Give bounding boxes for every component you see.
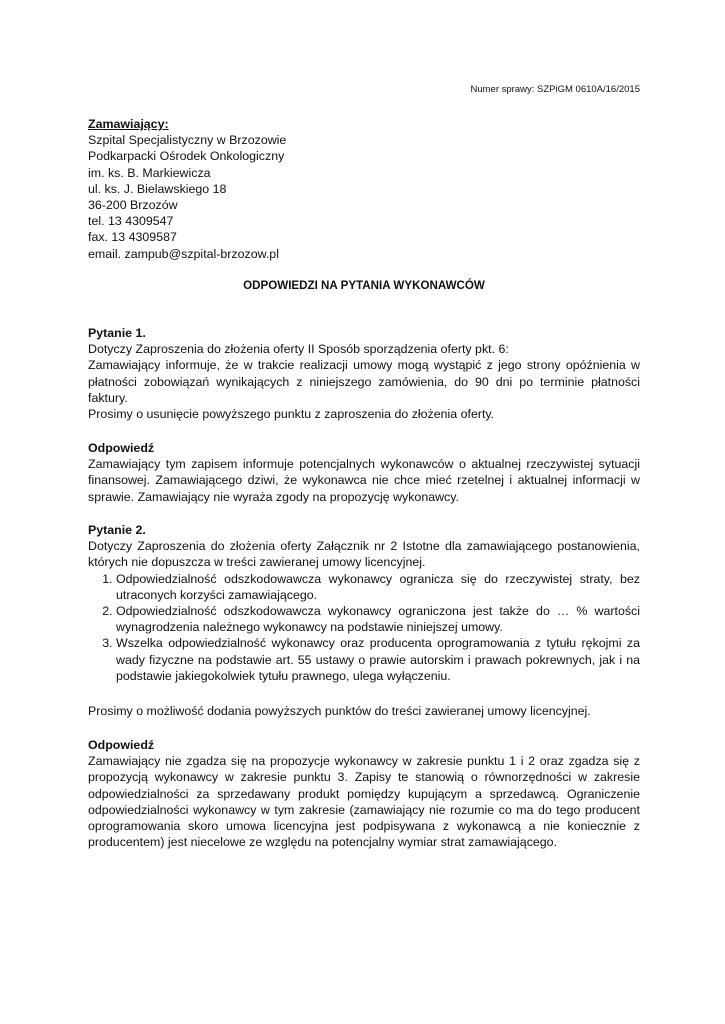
authority-patron: im. ks. B. Markiewicza bbox=[88, 165, 211, 180]
question-2-heading: Pytanie 2. bbox=[88, 523, 146, 537]
authority-postal-city: 36-200 Brzozów bbox=[88, 198, 178, 213]
question-1-request: Prosimy o usunięcie powyższego punktu z zaproszenia do złożenia oferty. bbox=[88, 407, 495, 422]
list-item: 2. Odpowiedzialność odszkodowawcza wykonawcy ograniczona jest także do … % wartości wynagrodzenia należnego wykonawcy na podstawie niniejszej umowy. bbox=[116, 603, 640, 635]
contracting-authority-label: Zamawiający: bbox=[88, 117, 169, 131]
question-2-request: Prosimy o możliwość dodania powyższych punktów do treści zawieranej umowy licencyjnej. bbox=[88, 704, 591, 718]
authority-subname: Podkarpacki Ośrodek Onkologiczny bbox=[88, 149, 285, 164]
answer-1-heading: Odpowiedź bbox=[88, 441, 155, 455]
question-1-section bbox=[88, 325, 640, 422]
question-2-intro: Dotyczy Zaproszenia do złożenia oferty Załącznik nr 2 Istotne dla zamawiającego postanowienia, których nie dopuszcza w treści zawieranej umowy licencyjnej. bbox=[88, 539, 640, 570]
answer-2-section bbox=[88, 737, 640, 850]
list-item: 3. Wszelka odpowiedzialność wykonawcy oraz producenta oprogramowania z tytułu rękojmi za wady fizyczne na podstawie art. 55 ustawy o prawie autorskim i prawach pokrewnych, jak i na podstawie jakiegokolwiek tytułu prawnego, ulega wyłączeniu. bbox=[116, 635, 640, 684]
answer-2-heading: Odpowiedź bbox=[88, 738, 155, 752]
contracting-authority-block bbox=[88, 116, 286, 262]
authority-phone: tel. 13 4309547 bbox=[88, 214, 174, 229]
answer-2-text: Zamawiający nie zgadza się na propozycje wykonawcy w zakresie punktu 1 i 2 oraz zgadza się z propozycją wykonawcy w zakresie punktu 3. Zapisy te stanowią o równorzędności w zakresie odpowiedzialności za sprzedawany produkt pomiędzy kupującym a sprzedawcą. Ograniczenie odpowiedzialności wykonawcy w tym zakresie (zamawiający nie rozumie co ma do tego producent oprogramowania skoro umowa licencyjna jest podpisywana z wykonawcą a nie koniecznie z producentem) jest niecelowe ze względu na potencjalny wymiar strat zamawiającego. bbox=[88, 754, 640, 850]
document-title: ODPOWIEDZI NA PYTANIA WYKONAWCÓW bbox=[243, 279, 485, 292]
authority-street: ul. ks. J. Bielawskiego 18 bbox=[88, 181, 227, 196]
answer-1-text: Zamawiający tym zapisem informuje potencjalnych wykonawców o aktualnej rzeczywistej sytuacji finansowej. Zamawiającego dziwi, że wykonawca nie chce mieć rzetelnej i aktualnej informacji w sprawie. Zamawiający nie wyraża zgody na propozycję wykonawcy. bbox=[88, 457, 640, 504]
question-2-conditions-list bbox=[88, 571, 640, 684]
question-1-heading: Pytanie 1. bbox=[88, 326, 146, 340]
authority-fax: fax. 13 4309587 bbox=[88, 230, 177, 245]
question-1-paragraph: Zamawiający informuje, że w trakcie realizacji umowy mogą wystąpić z jego strony opóźnienia w płatności zobowiązań wynikających z niniejszego zamówienia, do 90 dni po terminie płatności bbox=[88, 358, 640, 389]
question-2-section bbox=[88, 522, 640, 684]
list-item: 1. Odpowiedzialność odszkodowawcza wykonawcy ogranicza się do rzeczywistej straty, bez utraconych korzyści zamawiającego. bbox=[116, 571, 640, 603]
case-number: Numer sprawy: SZPiGM 0610A/16/2015 bbox=[470, 84, 640, 95]
question-1-reference: Dotyczy Zaproszenia do złożenia oferty II Sposób sporządzenia oferty pkt. 6: bbox=[88, 342, 509, 357]
authority-email: email. zampub@szpital-brzozow.pl bbox=[88, 246, 279, 261]
answer-1-section bbox=[88, 440, 640, 505]
authority-name: Szpital Specjalistyczny w Brzozowie bbox=[88, 133, 287, 148]
question-1-paragraph-end: faktury. bbox=[88, 390, 128, 405]
